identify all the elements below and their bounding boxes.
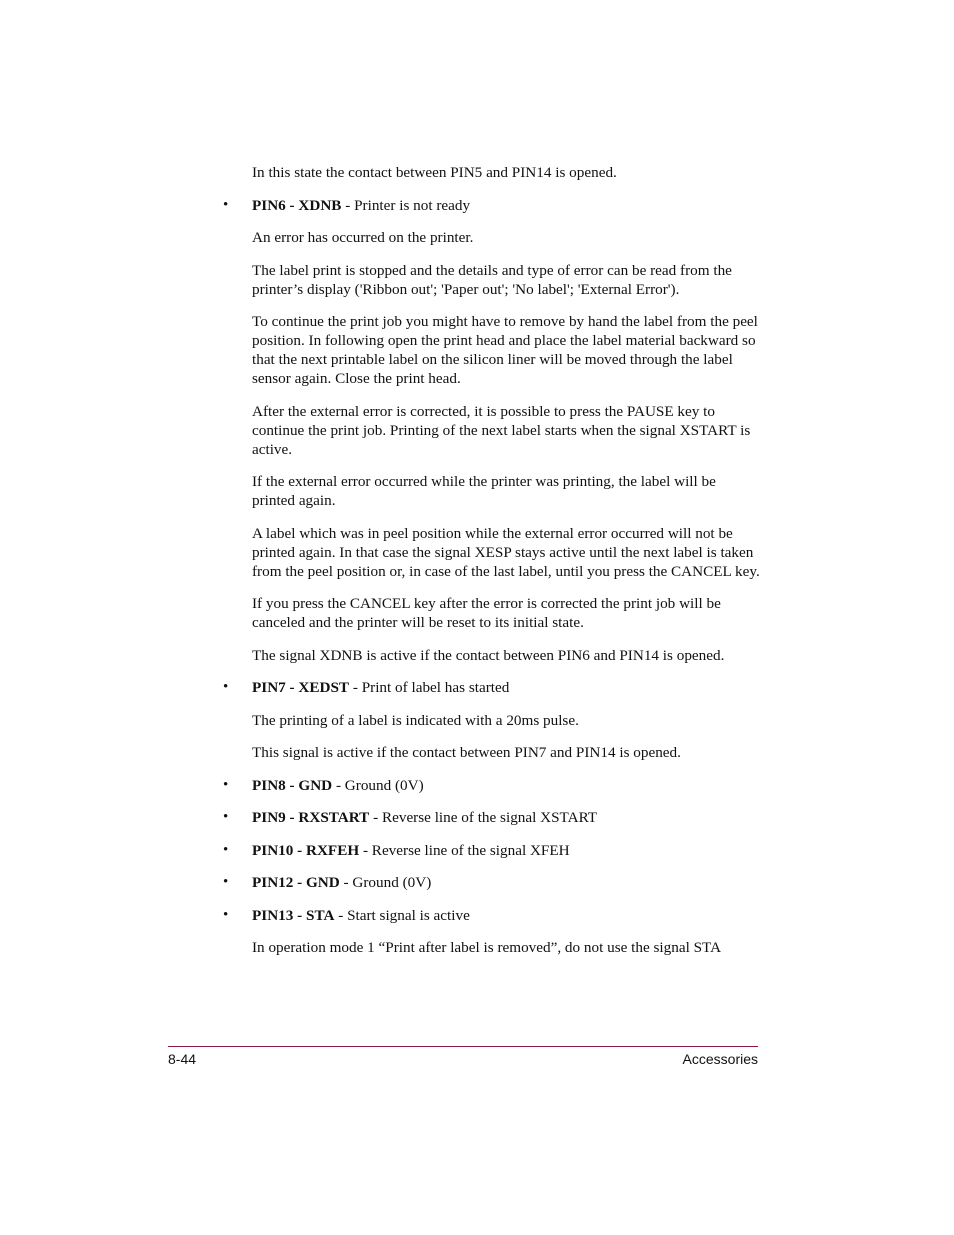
bullet-icon: • (223, 906, 229, 923)
bullet-icon: • (223, 809, 229, 825)
document-body (221, 163, 761, 971)
paragraph: This signal is active if the contact between PIN7 and PIN14 is opened. (252, 744, 681, 761)
paragraph: The printing of a label is indicated with a 20ms pulse. (252, 711, 579, 729)
bullet-item-pin13 (223, 906, 761, 925)
paragraph: In operation mode 1 “Print after label is removed”, do not use the signal STA (252, 939, 722, 956)
pin-label: PIN13 - STA (252, 906, 335, 924)
paragraph: The label print is stopped and the details and type of error can be read from the printer’s display ('Ribbon out'; 'Paper out'; 'No label'; 'External Error'). (252, 261, 732, 298)
footer-divider (168, 1046, 758, 1047)
pin-description: - Start signal is active (334, 906, 470, 924)
bullet-item-pin7 (223, 678, 761, 697)
pin-description: - Ground (0V) (339, 874, 432, 891)
pin-label: PIN8 - GND (252, 776, 333, 794)
pin-description: - Reverse line of the signal XFEH (359, 841, 570, 859)
bullet-item-pin6 (223, 196, 761, 215)
pin-label: PIN12 - GND (252, 874, 340, 891)
pin-description: - Printer is not ready (341, 196, 471, 214)
pin-description: - Print of label has started (349, 679, 510, 696)
bullet-icon: • (223, 196, 229, 213)
paragraph: To continue the print job you might have to remove by hand the label from the peel position. In following open the print head and place the label material backward so that the next printable label on the silicon liner will be moved through the label sensor again. Close the print head. (252, 313, 758, 387)
bullet-icon: • (223, 679, 229, 695)
paragraph: In this state the contact between PIN5 and PIN14 is opened. (252, 164, 617, 181)
bullet-icon: • (223, 841, 229, 858)
paragraph: An error has occurred on the printer. (252, 229, 474, 246)
pin-description: - Reverse line of the signal XSTART (369, 809, 598, 826)
pin-label: PIN10 - RXFEH (252, 841, 360, 859)
section-title: Accessories (682, 1051, 758, 1067)
bullet-item-pin9 (223, 808, 761, 827)
paragraph: If the external error occurred while the printer was printing, the label will be printed again. (252, 473, 716, 509)
pin-label: PIN7 - XEDST (252, 679, 350, 696)
bullet-item-pin8 (223, 776, 761, 795)
paragraph: After the external error is corrected, it is possible to press the PAUSE key to continue the print job. Printing of the next label starts when the signal XSTART is active. (252, 402, 751, 458)
paragraph: If you press the CANCEL key after the error is corrected the print job will be canceled and the printer will be reset to its initial state. (252, 595, 721, 631)
pin-description: - Ground (0V) (332, 776, 424, 794)
paragraph: The signal XDNB is active if the contact between PIN6 and PIN14 is opened. (252, 646, 725, 664)
pin-label: PIN9 - RXSTART (252, 809, 370, 826)
pin-label: PIN6 - XDNB (252, 196, 342, 214)
bullet-item-pin12 (223, 873, 761, 892)
bullet-item-pin10 (223, 841, 761, 860)
page-number: 8-44 (168, 1051, 197, 1067)
paragraph: A label which was in peel position while the external error occurred will not be printed again. In that case the signal XESP stays active until the next label is taken from the peel position or, in case of the last label, until you press the CANCEL key. (252, 524, 760, 580)
bullet-icon: • (223, 776, 229, 793)
bullet-icon: • (223, 874, 229, 890)
